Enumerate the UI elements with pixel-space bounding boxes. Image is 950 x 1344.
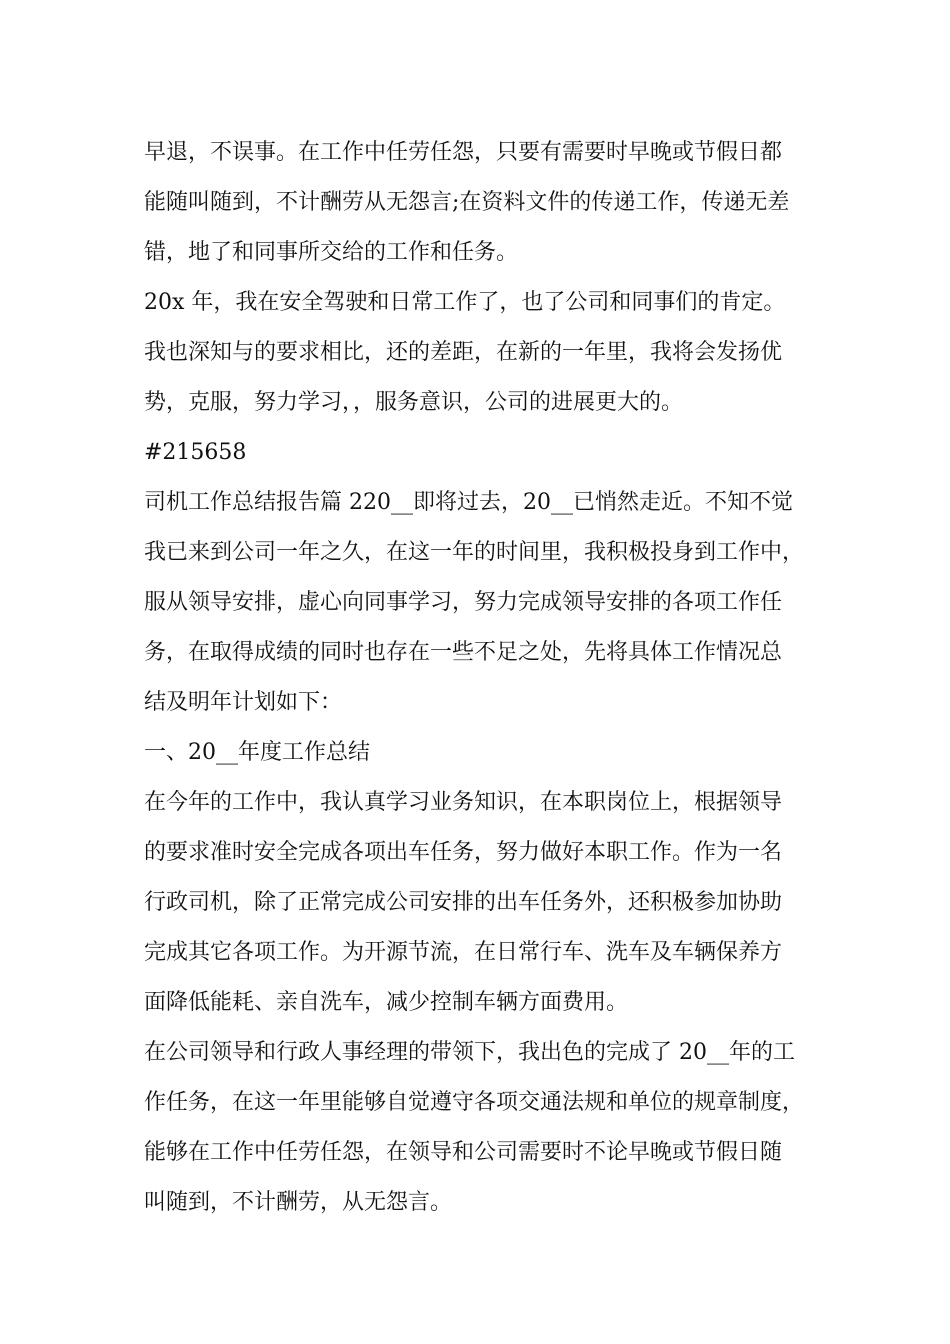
- text-line-6: 势，克服，努力学习，，服务意识，公司的进展更大的。: [144, 390, 684, 415]
- text-line-18: 面降低能耗、亲自洗车，减少控制车辆方面费用。: [144, 990, 629, 1015]
- text-line-19: 在公司领导和行政人事经理的带领下，我出色的完成了 20__年的工: [144, 1040, 795, 1065]
- text-line-15: 的要求准时安全完成各项出车任务，努力做好本职工作。作为一名: [144, 840, 783, 865]
- text-line-9: 我已来到公司一年之久，在这一年的时间里，我积极投身到工作中，: [144, 540, 805, 565]
- text-line-14: 在今年的工作中，我认真学习业务知识，在本职岗位上，根据领导: [144, 790, 783, 815]
- text-line-8: 司机工作总结报告篇 220__即将过去，20__已悄然走近。不知不觉: [144, 490, 793, 515]
- text-line-4: 20x 年，我在安全驾驶和日常工作了，也了公司和同事们的肯定。: [144, 290, 786, 315]
- text-line-7: #215658: [144, 440, 247, 465]
- section-heading: 一、20__年度工作总结: [144, 740, 370, 765]
- text-line-12: 结及明年计划如下：: [144, 690, 343, 715]
- text-line-21: 能够在工作中任劳任怨，在领导和公司需要时不论早晚或节假日随: [144, 1140, 783, 1165]
- text-line-3: 错，地了和同事所交给的工作和任务。: [144, 240, 519, 265]
- text-line-1: 早退，不误事。在工作中任劳任怨，只要有需要时早晚或节假日都: [144, 140, 783, 165]
- text-line-17: 完成其它各项工作。为开源节流，在日常行车、洗车及车辆保养方: [144, 940, 783, 965]
- document-body: [144, 128, 824, 1228]
- text-line-11: 务，在取得成绩的同时也存在一些不足之处，先将具体工作情况总: [144, 640, 783, 665]
- text-line-20: 作任务，在这一年里能够自觉遵守各项交通法规和单位的规章制度，: [144, 1090, 805, 1115]
- text-line-10: 服从领导安排，虚心向同事学习，努力完成领导安排的各项工作任: [144, 590, 783, 615]
- text-line-16: 行政司机，除了正常完成公司安排的出车任务外，还积极参加协助: [144, 890, 783, 915]
- text-line-5: 我也深知与的要求相比，还的差距，在新的一年里，我将会发扬优: [144, 340, 783, 365]
- text-line-2: 能随叫随到，不计酬劳从无怨言;在资料文件的传递工作，传递无差: [144, 190, 790, 215]
- text-line-22: 叫随到，不计酬劳，从无怨言。: [144, 1190, 453, 1215]
